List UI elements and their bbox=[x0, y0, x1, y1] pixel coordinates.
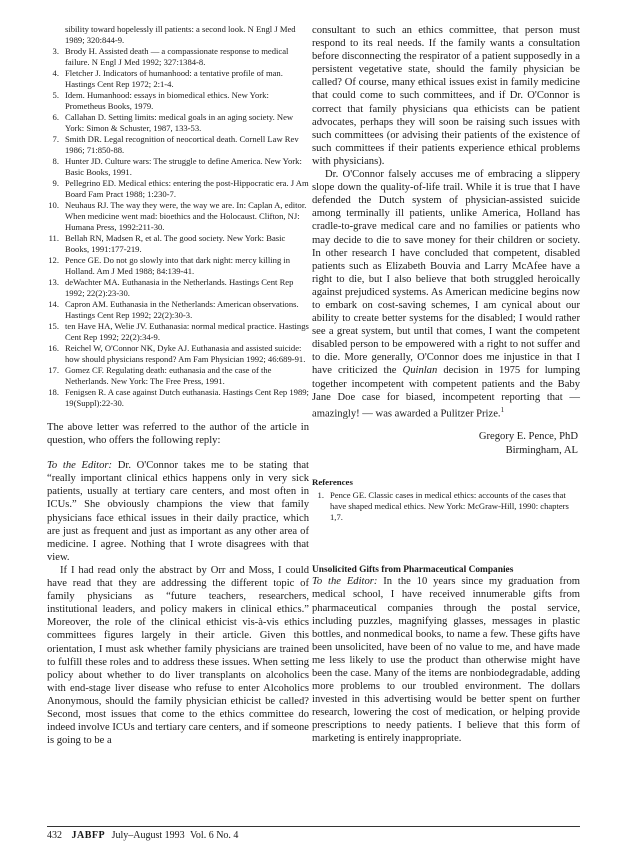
left-column bbox=[47, 24, 309, 747]
reply-paragraph-2: If I had read only the abstract by Orr and Moss, I could have read that they are addressing the different topic of family physicians as “future teachers, researchers, institutional leaders, and policy makers in clinical ethics.” Moreover, the role of the clinical ethicist vis-à-vis ethics committees figures largely in their article. Given this orientation, I must ask whether family physicians are trained to fulfill these roles and to address these issues. When setting policy about whether to do liver transplants on alcoholics with end-stage liver disease who refuse to enter Alcoholics Anonymous, should the family physician ethicist be called? Second, most issues that come to the ethics committee do indeed involve ICUs and tertiary care centers, and if someone is going to be a bbox=[47, 564, 309, 747]
reference-text: Smith DR. Legal recognition of neocortical death. Cornell Law Rev 1986; 71:850-88. bbox=[65, 134, 299, 155]
case-name-italic: Quinlan bbox=[402, 365, 438, 377]
footnote-marker: 1 bbox=[500, 405, 505, 414]
reference-item bbox=[47, 277, 309, 299]
reference-item bbox=[47, 156, 309, 178]
volume-issue: Vol. 6 No. 4 bbox=[190, 830, 239, 841]
reference-item bbox=[47, 233, 309, 255]
reference-number: 11. bbox=[48, 233, 59, 243]
reference-number: 5. bbox=[52, 90, 59, 100]
reference-text: Hunter JD. Culture wars: The struggle to define America. New York: Basic Books, 1991. bbox=[65, 156, 302, 177]
right-column bbox=[312, 24, 580, 746]
reference-number: 15. bbox=[48, 321, 59, 331]
reference-text: Callahan D. Setting limits: medical goals in an aging society. New York: Simon & Schuster, 1987, 133-53. bbox=[65, 112, 294, 133]
signature-place: Birmingham, AL bbox=[505, 444, 578, 456]
letter-title: Unsolicited Gifts from Pharmaceutical Companies bbox=[312, 565, 514, 576]
reply-paragraph-1: To the Editor: Dr. O'Connor takes me to be stating that “really important clinical ethics happens only in very sick patients, usually at tertiary care centers, and most often in ICUs.” She obviously champions the view that family physicians face ethical issues in their daily practice, which are just as frequent and just as important as any other area of medicine. I agree. Nothing that I wrote disagrees with that view. bbox=[47, 460, 309, 563]
reference-text: Bellah RN, Madsen R, et al. The good society. New York: Basic Books, 1991:177-219. bbox=[65, 233, 286, 254]
reference-text: Reichel W, O'Connor NK, Dyke AJ. Euthanasia and assisted suicide: how should physicians respond? Am Fam Physician 1992; 46:689-91. bbox=[65, 343, 306, 364]
reference-item bbox=[47, 299, 309, 321]
reference-number: 8. bbox=[52, 156, 59, 166]
reference-item bbox=[47, 24, 309, 46]
reference-text: ten Have HA, Welie JV. Euthanasia: normal medical practice. Hastings Cent Rep 1992; 22(2):34-9. bbox=[65, 321, 309, 342]
reply-salutation: To the Editor: bbox=[47, 460, 113, 472]
reply-paragraph-3: Dr. O'Connor falsely accuses me of embracing a slippery slope down the quality-of-life trail. While it is true that I have defended the Dutch system of physician-assisted suicide among terminally ill patients, unlike America, Holland has cradle-to-grave medical care and no families or patients who may decide to die to save money for their children or society. In other research I have concluded that competent, disabled patients such as Elizabeth Bouvia and Larry McAfee have a right to die, but I also believe that both struggled heroically against prejudiced systems. As American medicine begins now to embark on cost-saving schemes, I am cynical about our ability to create better systems for the disabled; I would rather see a great system, but until that comes, I want the competent disabled person to be empowered with a right to not suffer and to die. More generally, O'Connor does me injustice in that I have criticized the Quinlan decision in 1975 for lumping together incompetent with competent patients and the Baby Jane Doe case for biased, incompetent reporting that — amazingly! — was awarded a Pulitzer Prize.$^1$ bbox=[312, 169, 581, 420]
reference-list bbox=[47, 24, 309, 409]
reference-number: 6. bbox=[52, 112, 59, 122]
letter-paragraph: To the Editor: In the 10 years since my graduation from medical school, I have received innumerable gifts from pharmaceutical companies through the postal service, including puzzles, magnifying glasses, messages in plastic bottles, and nonmedical books, to name a few. These gifts have been unsolicited, have been of no value to me, and have made me less likely to use the product than otherwise might have been the case. Many of the items are nonbiodegradable, adding more problems to our troubled environment. The dollars invested in this advertising would be better spent on further research, lowering the cost of medication, or helping provide prescriptions to needy patients. I believe that this form of marketing is entirely inappropriate. bbox=[312, 576, 581, 745]
reference-text: Capron AM. Euthanasia in the Netherlands: American observations. Hastings Cent Rep 1992; 22(2):30-3. bbox=[65, 299, 299, 320]
reference-number: 16. bbox=[48, 343, 59, 353]
reference-text: sibility toward hopelessly ill patients: a second look. N Engl J Med 1989; 320:844-9. bbox=[65, 24, 296, 45]
reference-item bbox=[47, 46, 309, 68]
reference-number: 13. bbox=[48, 277, 59, 287]
letter-salutation: To the Editor: bbox=[312, 576, 378, 588]
reply-paragraph-2-continued: consultant to such an ethics committee, that person must respond to its real needs. If the family wants a consultation before disconnecting the respirator of a patient supposedly in a persistent vegetative state, should the family physician be called? Of course, many ethical issues exist in family medicine that could come to such committees, and if Dr. O'Connor is correct that family physicians qua ethicists can be patient advocates, perhaps they will soon be raising such issues with such committees (or advising their patients of the existence of such committees if their patients experience ethical problems with physicians). bbox=[312, 25, 580, 167]
reference-item bbox=[47, 90, 309, 112]
reference-text: Neuhaus RJ. The way they were, the way we are. In: Caplan A, editor. When medicine went mad: bioethics and the Holocaust. Clifton, NJ: Humana Press, 1992:211-30. bbox=[65, 200, 307, 232]
page-footer bbox=[47, 830, 241, 841]
page-number: 432 bbox=[47, 830, 62, 841]
reference-item bbox=[47, 200, 309, 233]
reference-text: Gomez CF. Regulating death: euthanasia and the case of the Netherlands. New York: The Free Press, 1991. bbox=[65, 365, 272, 386]
reference-number: 17. bbox=[48, 365, 59, 375]
reference-item bbox=[47, 343, 309, 365]
signature-name: Gregory E. Pence, PhD bbox=[478, 431, 578, 443]
footer-rule bbox=[47, 826, 580, 827]
reference-text: Fenigsen R. A case against Dutch euthanasia. Hastings Cent Rep 1989; 19(Suppl):22-30. bbox=[65, 387, 309, 408]
reply-continuation bbox=[312, 24, 580, 420]
reference-item: 1. Pence GE. Classic cases in medical ethics: accounts of the cases that have shaped medical ethics. New York: McGraw-Hill, 1990: chapters 1,7. bbox=[317, 490, 569, 523]
issue-date: July–August 1993 bbox=[111, 830, 185, 841]
references-heading: References bbox=[312, 477, 353, 488]
reference-number: 12. bbox=[48, 255, 59, 265]
reference-number: 7. bbox=[52, 134, 59, 144]
reference-text: Pellegrino ED. Medical ethics: entering the post-Hippocratic era. J Am Board Fam Pract 1988; 1:230-7. bbox=[65, 178, 309, 199]
reference-item bbox=[47, 112, 309, 134]
reference-number: 4. bbox=[52, 68, 59, 78]
reply-intro: The above letter was referred to the author of the article in question, who offers the following reply: bbox=[47, 422, 309, 447]
reference-item bbox=[47, 134, 309, 156]
reference-text: Pence GE. Do not go slowly into that dark night: mercy killing in Holland. Am J Med 1988; 84:139-41. bbox=[65, 255, 291, 276]
reference-item bbox=[47, 387, 309, 409]
reference-item bbox=[47, 178, 309, 200]
reference-item bbox=[47, 255, 309, 277]
journal-abbrev: JABFP bbox=[71, 830, 106, 841]
letter-body bbox=[312, 575, 580, 745]
reply-references bbox=[312, 490, 580, 523]
reference-number: 14. bbox=[48, 299, 59, 309]
reference-number: 10. bbox=[48, 200, 59, 210]
reference-item bbox=[47, 321, 309, 343]
reference-number: 18. bbox=[48, 387, 59, 397]
reference-item bbox=[47, 68, 309, 90]
reply-text bbox=[47, 421, 309, 747]
signature bbox=[312, 430, 580, 457]
reference-text: Brody H. Assisted death — a compassionate response to medical failure. N Engl J Med 1992; 327:1384-8. bbox=[65, 46, 289, 67]
reference-text: deWachter MA. Euthanasia in the Netherlands. Hastings Cent Rep 1992; 22(2):23-30. bbox=[65, 277, 294, 298]
reference-item bbox=[47, 365, 309, 387]
reference-text: Idem. Humanhood: essays in biomedical ethics. New York: Prometheus Books, 1979. bbox=[65, 90, 269, 111]
reference-number: 9. bbox=[52, 178, 59, 188]
reference-text: Fletcher J. Indicators of humanhood: a tentative profile of man. Hastings Cent Rep 1972; 2:1-4. bbox=[65, 68, 283, 89]
reference-number bbox=[47, 24, 65, 46]
reference-number: 3. bbox=[52, 46, 59, 56]
